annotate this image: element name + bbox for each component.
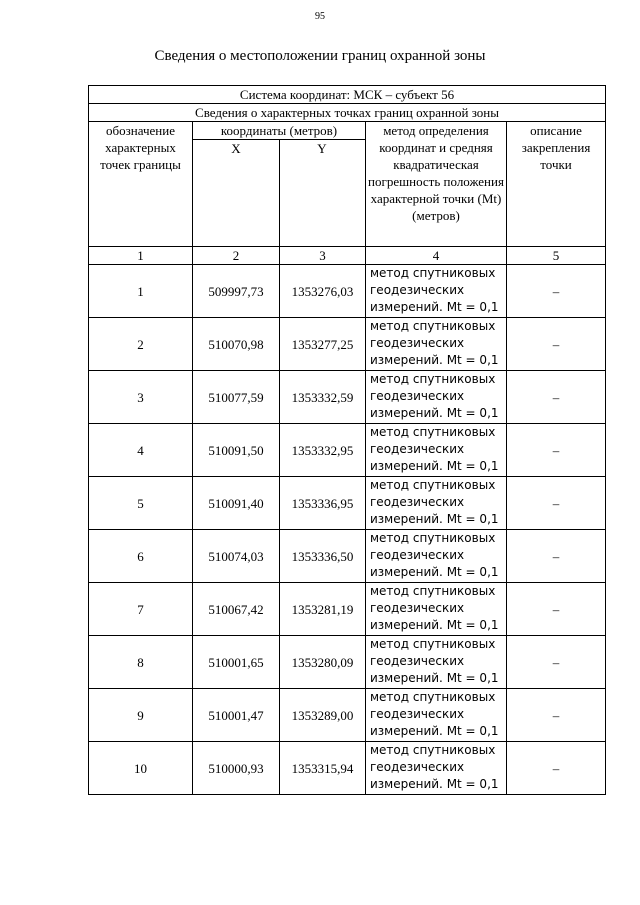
x-cell: 510091,40 <box>193 477 280 530</box>
method-cell: метод спутниковых геодезических измерений. Mt = 0,1 <box>366 636 507 689</box>
header-method: метод определения координат и средняя квадратическая погрешность положения характерной точки (Mt) (метров) <box>366 122 507 247</box>
x-cell: 509997,73 <box>193 265 280 318</box>
point-cell: 6 <box>89 530 193 583</box>
description-cell: – <box>507 583 606 636</box>
header-point-designation: обозначение характерных точек границы <box>89 122 193 247</box>
x-cell: 510091,50 <box>193 424 280 477</box>
point-cell: 8 <box>89 636 193 689</box>
coordinate-system-cell: Система координат: МСК – субъект 56 <box>89 86 606 104</box>
header-row <box>89 122 606 247</box>
method-cell: метод спутниковых геодезических измерений. Mt = 0,1 <box>366 371 507 424</box>
point-cell: 3 <box>89 371 193 424</box>
point-cell: 10 <box>89 742 193 795</box>
description-cell: – <box>507 530 606 583</box>
method-cell: метод спутниковых геодезических измерений. Mt = 0,1 <box>366 689 507 742</box>
x-cell: 510077,59 <box>193 371 280 424</box>
table-row <box>89 636 606 689</box>
method-cell: метод спутниковых геодезических измерений. Mt = 0,1 <box>366 265 507 318</box>
point-cell: 5 <box>89 477 193 530</box>
table-row <box>89 424 606 477</box>
point-cell: 4 <box>89 424 193 477</box>
method-cell: метод спутниковых геодезических измерений. Mt = 0,1 <box>366 530 507 583</box>
coordinates-divider <box>279 140 280 247</box>
table-row <box>89 530 606 583</box>
x-cell: 510001,65 <box>193 636 280 689</box>
description-cell: – <box>507 689 606 742</box>
x-cell: 510070,98 <box>193 318 280 371</box>
column-number: 1 <box>89 247 193 265</box>
method-cell: метод спутниковых геодезических измерений. Mt = 0,1 <box>366 742 507 795</box>
point-cell: 1 <box>89 265 193 318</box>
table-row <box>89 742 606 795</box>
method-cell: метод спутниковых геодезических измерений. Mt = 0,1 <box>366 583 507 636</box>
table-row <box>89 689 606 742</box>
y-cell: 1353336,95 <box>280 477 366 530</box>
description-cell: – <box>507 636 606 689</box>
y-cell: 1353332,59 <box>280 371 366 424</box>
x-cell: 510000,93 <box>193 742 280 795</box>
table-row <box>89 318 606 371</box>
column-number: 5 <box>507 247 606 265</box>
y-cell: 1353332,95 <box>280 424 366 477</box>
y-cell: 1353289,00 <box>280 689 366 742</box>
header-x: X <box>231 141 241 156</box>
description-cell: – <box>507 318 606 371</box>
description-cell: – <box>507 477 606 530</box>
table-row <box>89 371 606 424</box>
column-numbers-row <box>89 247 606 265</box>
method-cell: метод спутниковых геодезических измерений. Mt = 0,1 <box>366 477 507 530</box>
description-cell: – <box>507 424 606 477</box>
header-coordinates-caption: координаты (метров) <box>193 122 365 140</box>
header-coordinates <box>193 122 366 247</box>
x-cell: 510074,03 <box>193 530 280 583</box>
method-cell: метод спутниковых геодезических измерений. Mt = 0,1 <box>366 318 507 371</box>
description-cell: – <box>507 265 606 318</box>
x-cell: 510001,47 <box>193 689 280 742</box>
point-cell: 9 <box>89 689 193 742</box>
description-cell: – <box>507 371 606 424</box>
y-cell: 1353280,09 <box>280 636 366 689</box>
method-cell: метод спутниковых геодезических измерений. Mt = 0,1 <box>366 424 507 477</box>
y-cell: 1353315,94 <box>280 742 366 795</box>
section-row <box>89 104 606 122</box>
system-row <box>89 86 606 104</box>
column-number: 3 <box>280 247 366 265</box>
x-cell: 510067,42 <box>193 583 280 636</box>
table-row <box>89 265 606 318</box>
point-cell: 2 <box>89 318 193 371</box>
document-title: Сведения о местоположении границ охранной зоны <box>154 48 486 64</box>
header-y: Y <box>317 141 327 156</box>
y-cell: 1353276,03 <box>280 265 366 318</box>
point-cell: 7 <box>89 583 193 636</box>
description-cell: – <box>507 742 606 795</box>
y-cell: 1353336,50 <box>280 530 366 583</box>
page-number: 95 <box>315 11 325 22</box>
section-heading-cell: Сведения о характерных точках границ охранной зоны <box>89 104 606 122</box>
y-cell: 1353277,25 <box>280 318 366 371</box>
table-row <box>89 477 606 530</box>
column-number: 2 <box>193 247 280 265</box>
y-cell: 1353281,19 <box>280 583 366 636</box>
table-row <box>89 583 606 636</box>
header-description: описание закрепления точки <box>507 122 606 247</box>
column-number: 4 <box>366 247 507 265</box>
coordinates-table <box>88 85 606 795</box>
